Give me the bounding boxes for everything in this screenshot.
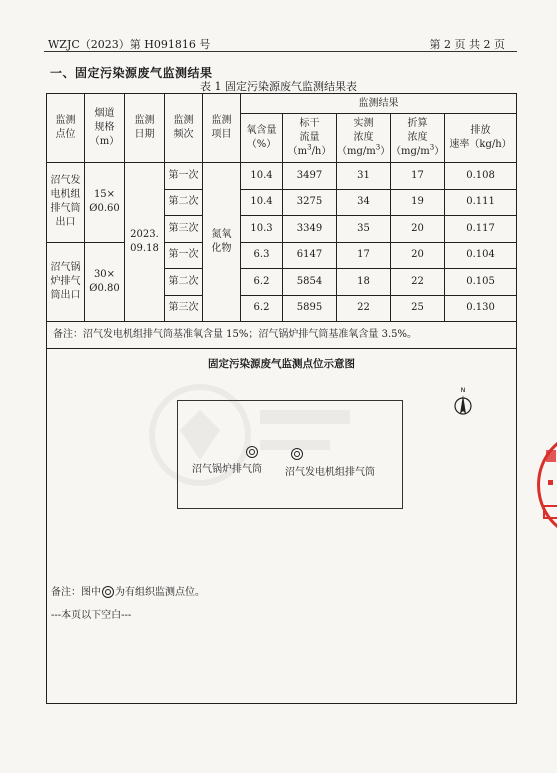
header-conc-label: 实测 浓度 (353, 118, 374, 143)
date-cell: 2023. 09.18 (125, 163, 165, 322)
boiler-stack-marker-icon (246, 446, 258, 458)
header-converted (391, 114, 445, 163)
header-item: 监测 项目 (203, 94, 241, 163)
page-info: 第 2 页 共 2 页 (429, 38, 505, 51)
header-spec: 烟道 规格 （m） (85, 94, 125, 163)
conc-cell: 17 (337, 242, 391, 269)
header-divider (44, 51, 517, 52)
freq-cell: 第三次 (165, 216, 203, 243)
header-flow (283, 114, 337, 163)
header-concentration (337, 114, 391, 163)
site-boundary (177, 400, 403, 509)
conc-cell: 18 (337, 269, 391, 296)
freq-cell: 第一次 (165, 242, 203, 269)
conc-cell: 22 (337, 295, 391, 322)
oxygen-cell: 6.2 (241, 295, 283, 322)
oxygen-cell: 10.3 (241, 216, 283, 243)
conc-cell: 31 (337, 163, 391, 190)
point-cell: 沼气发 电机组 排气筒 出口 (47, 163, 85, 243)
diagram-title: 固定污染源废气监测点位示意图 (208, 358, 356, 370)
flow-cell: 3497 (283, 163, 337, 190)
header-conv-label: 折算 浓度 (407, 118, 428, 143)
north-arrow-icon (453, 386, 473, 420)
table-row (47, 242, 517, 269)
section-title: 一、固定污染源废气监测结果 (50, 66, 213, 80)
point-cell: 沼气锅 炉排气 筒出口 (47, 242, 85, 322)
header-conv-unit: $(mg/m^3)$ (391, 143, 445, 157)
rate-cell: 0.105 (445, 269, 517, 296)
conc-cell: 35 (337, 216, 391, 243)
flow-cell: 3349 (283, 216, 337, 243)
conv-cell: 20 (391, 216, 445, 243)
oxygen-cell: 10.4 (241, 163, 283, 190)
rate-cell: 0.130 (445, 295, 517, 322)
oxygen-cell: 6.2 (241, 269, 283, 296)
header-rate: 排放 速率（kg/h） (445, 114, 517, 163)
table-note: 备注：沼气发电机组排气筒基准氧含量 15%；沼气锅炉排气筒基准氧含量 3.5%。 (47, 322, 517, 349)
table-row (47, 163, 517, 190)
monitoring-point-icon (102, 586, 114, 598)
rate-cell: 0.111 (445, 189, 517, 216)
flow-cell: 5854 (283, 269, 337, 296)
rate-cell: 0.117 (445, 216, 517, 243)
freq-cell: 第二次 (165, 269, 203, 296)
header-date: 监测 日期 (125, 94, 165, 163)
oxygen-cell: 6.3 (241, 242, 283, 269)
header-flow-unit: $(m^3/h)$ (287, 143, 332, 157)
header-point: 监测 点位 (47, 94, 85, 163)
seal-stamp (536, 430, 557, 540)
conv-cell: 22 (391, 269, 445, 296)
header-results: 监测结果 (241, 94, 517, 114)
header-flow-label: 标干 流量 (299, 118, 320, 143)
spec-cell: 15× Ø0.60 (85, 163, 125, 243)
conv-cell: 20 (391, 242, 445, 269)
table-caption: 表 1 固定污染源废气监测结果表 (200, 80, 357, 93)
freq-cell: 第二次 (165, 189, 203, 216)
item-cell: 氮氧 化物 (203, 163, 241, 322)
conv-cell: 17 (391, 163, 445, 190)
header-oxygen: 氧含量 （%） (241, 114, 283, 163)
diagram-section (47, 349, 517, 704)
flow-cell: 6147 (283, 242, 337, 269)
generator-stack-label: 沼气发电机组排气筒 (285, 467, 375, 478)
freq-cell: 第一次 (165, 163, 203, 190)
blank-marker: ---本页以下空白--- (51, 610, 132, 621)
report-number: WZJC（2023）第 H091816 号 (48, 38, 211, 51)
oxygen-cell: 10.4 (241, 189, 283, 216)
header-frequency: 监测 频次 (165, 94, 203, 163)
freq-cell: 第三次 (165, 295, 203, 322)
flow-cell: 5895 (283, 295, 337, 322)
conc-cell: 34 (337, 189, 391, 216)
rate-cell: 0.104 (445, 242, 517, 269)
diagram-note: 备注：图中 为有组织监测点位。 (51, 587, 205, 598)
results-table (46, 93, 517, 704)
generator-stack-marker-icon (291, 448, 303, 460)
boiler-stack-label: 沼气锅炉排气筒 (192, 464, 262, 475)
rate-cell: 0.108 (445, 163, 517, 190)
north-label: N (460, 387, 466, 394)
flow-cell: 3275 (283, 189, 337, 216)
conv-cell: 25 (391, 295, 445, 322)
conv-cell: 19 (391, 189, 445, 216)
spec-cell: 30× Ø0.80 (85, 242, 125, 322)
header-conc-unit: $(mg/m^3)$ (337, 143, 391, 157)
